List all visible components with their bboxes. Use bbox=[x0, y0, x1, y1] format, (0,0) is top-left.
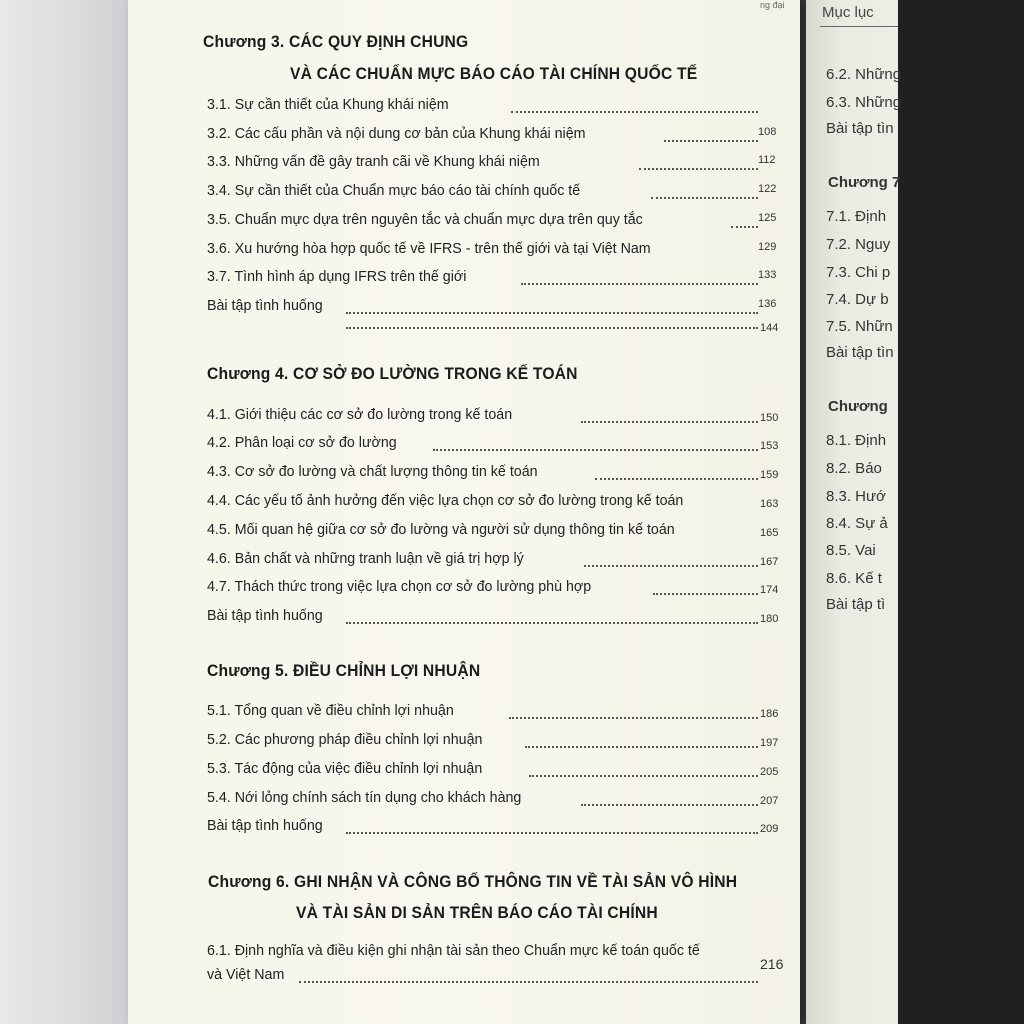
facing-page bbox=[806, 0, 901, 1024]
toc-entry-label: 4.3. Cơ sở đo lường và chất lượng thông tin kế toán bbox=[207, 463, 538, 480]
toc-entry-label: 4.2. Phân loại cơ sở đo lường bbox=[207, 434, 397, 451]
dot-leader bbox=[521, 283, 758, 285]
toc-entry[interactable] bbox=[207, 434, 407, 451]
toc-entry[interactable] bbox=[207, 268, 480, 285]
toc-page-number: 153 bbox=[760, 440, 779, 452]
toc-entry[interactable] bbox=[207, 125, 605, 142]
dot-leader bbox=[346, 327, 758, 329]
dot-leader bbox=[653, 593, 758, 595]
toc-page-number: 165 bbox=[760, 527, 779, 539]
facing-entry[interactable]: Bài tập tìn bbox=[826, 344, 894, 361]
facing-entry[interactable]: 7.3. Chi p bbox=[826, 264, 891, 281]
toc-entry-label: 5.4. Nới lỏng chính sách tín dụng cho khách hàng bbox=[207, 789, 522, 806]
toc-entry-label: 4.4. Các yếu tố ảnh hưởng đến việc lựa chọn cơ sở đo lường trong kế toán bbox=[207, 492, 684, 509]
facing-entry[interactable]: 8.4. Sự ả bbox=[826, 515, 888, 532]
chapter-6-title-line2: VÀ TÀI SẢN DI SẢN TRÊN BÁO CÁO TÀI CHÍNH bbox=[296, 903, 658, 922]
running-head-rule bbox=[820, 26, 898, 27]
dot-leader bbox=[525, 746, 758, 748]
chapter-6-title: Chương 6. GHI NHẬN VÀ CÔNG BỐ THÔNG TIN VỀ TÀI SẢN VÔ HÌNH bbox=[208, 872, 738, 891]
dot-leader bbox=[346, 312, 758, 314]
toc-page-number: 163 bbox=[760, 498, 779, 510]
toc-page-number: 133 bbox=[758, 269, 777, 281]
dot-leader bbox=[509, 717, 758, 719]
toc-entry[interactable] bbox=[207, 492, 708, 509]
toc-entry-label: 3.1. Sự cần thiết của Khung khái niệm bbox=[207, 96, 449, 113]
facing-entry[interactable]: 6.3. Những bbox=[826, 94, 902, 111]
toc-entry[interactable] bbox=[207, 966, 288, 983]
toc-page-number: 205 bbox=[760, 766, 779, 778]
toc-page-number: 197 bbox=[760, 737, 779, 749]
dot-leader bbox=[651, 197, 758, 199]
toc-page-number: 144 bbox=[760, 322, 779, 334]
dot-leader bbox=[584, 565, 758, 567]
toc-page-number: 209 bbox=[760, 823, 779, 835]
toc-page-number: 186 bbox=[760, 708, 779, 720]
toc-entry[interactable] bbox=[207, 96, 461, 113]
toc-entry[interactable] bbox=[207, 789, 538, 806]
chapter-5-title: Chương 5. ĐIỀU CHỈNH LỢI NHUẬN bbox=[207, 661, 481, 680]
dot-leader bbox=[511, 111, 758, 113]
toc-entry-label: 3.3. Những vấn đề gây tranh cãi về Khung khái niệm bbox=[207, 153, 540, 170]
toc-entry-label: 4.1. Giới thiệu các cơ sở đo lường trong kế toán bbox=[207, 406, 513, 423]
dot-leader bbox=[299, 981, 758, 983]
dot-leader bbox=[664, 140, 758, 142]
toc-entry[interactable] bbox=[207, 521, 699, 538]
facing-entry[interactable]: 8.1. Định bbox=[826, 432, 887, 449]
toc-entry-label: 4.6. Bản chất và những tranh luận về giá trị hợp lý bbox=[207, 550, 524, 567]
facing-entry[interactable]: 7.5. Nhữn bbox=[826, 318, 893, 335]
toc-entry[interactable] bbox=[207, 817, 329, 834]
corner-fragment: ng đại bbox=[760, 0, 785, 10]
toc-page-number: 150 bbox=[760, 412, 779, 424]
toc-entry-label: và Việt Nam bbox=[207, 966, 285, 983]
toc-entry[interactable] bbox=[207, 942, 726, 959]
toc-entry-label: 6.1. Định nghĩa và điều kiện ghi nhận tài sản theo Chuẩn mực kế toán quốc tế bbox=[207, 942, 700, 959]
toc-entry-label: Bài tập tình huống bbox=[207, 607, 323, 624]
chapter-3-title: Chương 3. CÁC QUY ĐỊNH CHUNG bbox=[203, 32, 469, 51]
toc-entry-label: 5.1. Tổng quan về điều chỉnh lợi nhuận bbox=[207, 702, 454, 719]
toc-page-number: 122 bbox=[758, 183, 777, 195]
toc-entry[interactable] bbox=[207, 153, 557, 170]
facing-entry[interactable]: 8.5. Vai bbox=[826, 542, 876, 559]
toc-entry[interactable] bbox=[207, 760, 497, 777]
toc-page-number: 207 bbox=[760, 795, 779, 807]
toc-entry[interactable] bbox=[207, 406, 528, 423]
toc-page-number: 108 bbox=[758, 126, 777, 138]
facing-entry[interactable]: 8.3. Hướ bbox=[826, 488, 886, 505]
toc-entry-label: 5.3. Tác động của việc điều chỉnh lợi nhuận bbox=[207, 760, 483, 777]
toc-entry[interactable] bbox=[207, 240, 674, 257]
toc-entry-label: 3.4. Sự cần thiết của Chuẩn mực báo cáo tài chính quốc tế bbox=[207, 182, 581, 199]
toc-page-number: 159 bbox=[760, 469, 779, 481]
facing-entry[interactable]: 7.1. Định bbox=[826, 208, 887, 225]
toc-entry[interactable] bbox=[207, 731, 497, 748]
background-dark bbox=[898, 0, 1024, 1024]
toc-entry-label: Bài tập tình huống bbox=[207, 297, 323, 314]
facing-entry[interactable]: 7.4. Dự b bbox=[826, 291, 889, 308]
facing-entry[interactable]: Bài tập tì bbox=[826, 596, 886, 613]
book-left-edge bbox=[0, 0, 128, 1024]
toc-page-number: 167 bbox=[760, 556, 779, 568]
toc-entry[interactable] bbox=[207, 297, 329, 314]
facing-chapter-title: Chương 7 bbox=[828, 174, 901, 191]
toc-page-number: 136 bbox=[758, 298, 777, 310]
dot-leader bbox=[581, 804, 758, 806]
facing-entry[interactable]: 8.2. Báo bbox=[826, 460, 882, 477]
dot-leader bbox=[639, 168, 758, 170]
toc-page-number: 112 bbox=[758, 154, 776, 166]
chapter-3-title-line2: VÀ CÁC CHUẨN MỰC BÁO CÁO TÀI CHÍNH QUỐC TẾ bbox=[290, 64, 698, 83]
toc-entry[interactable] bbox=[207, 578, 611, 595]
facing-chapter-title: Chương bbox=[828, 398, 888, 415]
dot-leader bbox=[529, 775, 758, 777]
toc-page-number: 174 bbox=[760, 584, 779, 596]
toc-entry[interactable] bbox=[207, 182, 600, 199]
facing-entry[interactable]: 7.2. Nguy bbox=[826, 236, 891, 253]
toc-entry-label: 4.5. Mối quan hệ giữa cơ sở đo lường và người sử dụng thông tin kế toán bbox=[207, 521, 675, 538]
toc-entry[interactable] bbox=[207, 550, 540, 567]
chapter-4-title: Chương 4. CƠ SỞ ĐO LƯỜNG TRONG KẾ TOÁN bbox=[207, 364, 578, 383]
toc-entry-label: 3.6. Xu hướng hòa hợp quốc tế về IFRS - trên thế giới và tại Việt Nam bbox=[207, 240, 651, 257]
toc-entry-label: Bài tập tình huống bbox=[207, 817, 323, 834]
dot-leader bbox=[346, 832, 758, 834]
facing-entry[interactable]: Bài tập tìn bbox=[826, 120, 894, 137]
toc-page-number: 180 bbox=[760, 613, 779, 625]
running-head: Mục lục bbox=[822, 4, 874, 21]
toc-page-number: 125 bbox=[758, 212, 777, 224]
dot-leader bbox=[433, 449, 758, 451]
dot-leader bbox=[581, 421, 758, 423]
toc-entry-label: 5.2. Các phương pháp điều chỉnh lợi nhuận bbox=[207, 731, 483, 748]
dot-leader bbox=[346, 622, 758, 624]
toc-entry[interactable] bbox=[207, 463, 555, 480]
dot-leader bbox=[731, 226, 758, 228]
toc-page-number: 129 bbox=[758, 241, 777, 253]
toc-entry-label: 3.7. Tình hình áp dụng IFRS trên thế giới bbox=[207, 268, 467, 285]
toc-entry[interactable] bbox=[207, 607, 329, 624]
toc-page-number: 216 bbox=[760, 956, 784, 972]
toc-entry-label: 4.7. Thách thức trong việc lựa chọn cơ sở đo lường phù hợp bbox=[207, 578, 592, 595]
toc-entry[interactable] bbox=[207, 211, 666, 228]
toc-entry[interactable] bbox=[207, 702, 467, 719]
dot-leader bbox=[595, 478, 758, 480]
toc-entry-label: 3.5. Chuẩn mực dựa trên nguyên tắc và chuẩn mực dựa trên quy tắc bbox=[207, 211, 643, 228]
toc-entry-label: 3.2. Các cấu phần và nội dung cơ bản của Khung khái niệm bbox=[207, 125, 586, 142]
facing-entry[interactable]: 6.2. Những bbox=[826, 66, 902, 83]
facing-entry[interactable]: 8.6. Kế t bbox=[826, 570, 882, 587]
